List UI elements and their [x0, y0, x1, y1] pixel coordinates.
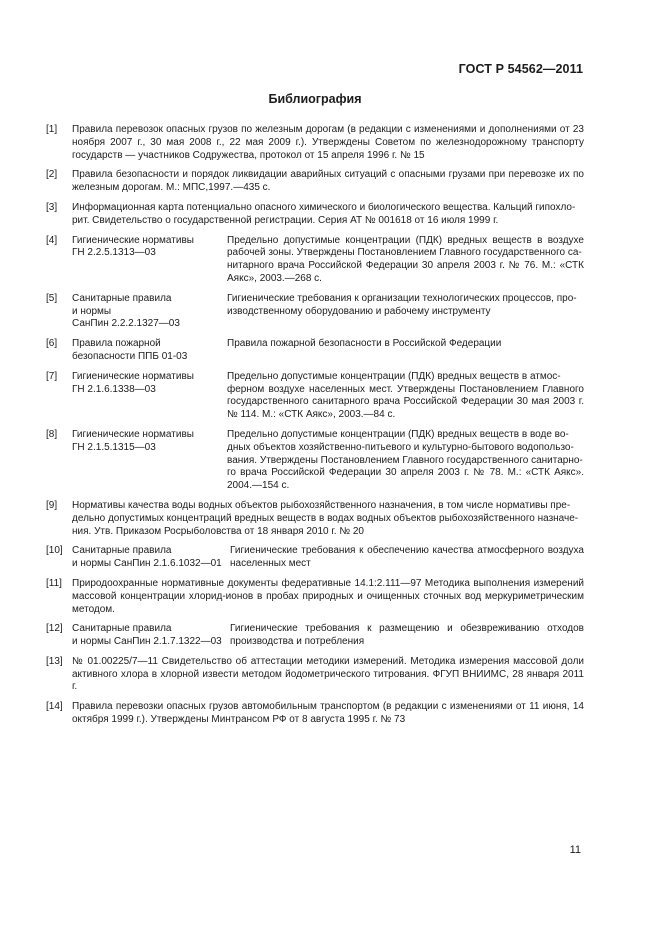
- entry-number: [9]: [46, 499, 58, 511]
- entry-number: [14]: [46, 701, 63, 713]
- bibliography-entry-10: [46, 545, 584, 571]
- entry-number: [11]: [46, 577, 62, 589]
- page-title: Библиография: [268, 92, 362, 106]
- entry-document-id: Гигиенические нормативы ГН 2.1.6.1338—03: [72, 370, 194, 395]
- entry-number: [7]: [46, 370, 58, 382]
- entry-number: [10]: [46, 545, 63, 557]
- bibliography-entry-5: [46, 293, 584, 331]
- bibliography-list: [46, 124, 584, 734]
- entry-number: [13]: [46, 655, 63, 667]
- entry-document-id: Санитарные правила и нормы СанПин 2.2.2.1327—03: [72, 292, 180, 330]
- entry-columns: [72, 371, 584, 422]
- entry-number: [1]: [46, 124, 58, 135]
- entry-number: [2]: [46, 169, 58, 181]
- entry-text: Гигиенические требования к размещению и обезвреживанию отходов производства и потребления: [230, 623, 584, 648]
- entry-text: Нормативы качества воды водных объектов рыбохозяйственного назначения, в том числе нормативы пре- дельно допустимых концентраций вредных веществ в водах водных объектов рыбохозяйственного назначе- ния. Утв. Приказом Росрыболовства от 18 января 2010 г. № 20: [72, 499, 579, 537]
- bibliography-entry-2: [46, 169, 584, 195]
- bibliography-entry-7: [46, 371, 584, 422]
- entry-number: [8]: [46, 428, 58, 440]
- entry-document-id: Гигиенические нормативы ГН 2.1.5.1315—03: [72, 428, 194, 453]
- bibliography-entry-9: [46, 500, 584, 538]
- entry-text: Предельно допустимые концентрации (ПДК) вредных веществ в атмос- ферном воздухе населенных мест. Утверждены Постановлением Главного государственного санитарного врача Российской Федерации 30 мая 2003 г. № 114. М.: «СТК Аякс», 2003.—84 с.: [227, 370, 584, 421]
- entry-text: Гигиенические требования к организации технологических процессов, про- изводственному оборудованию и рабочему инструменту: [227, 292, 577, 317]
- bibliography-entry-4: [46, 235, 584, 286]
- entry-number: [3]: [46, 201, 58, 213]
- bibliography-entry-13: [46, 656, 584, 694]
- entry-columns: [72, 429, 584, 493]
- entry-columns: [72, 623, 584, 649]
- entry-number: [4]: [46, 234, 58, 246]
- bibliography-entry-3: [46, 202, 584, 228]
- bibliography-entry-1: [46, 124, 584, 162]
- entry-document-id: Санитарные правила и нормы СанПин 2.1.7.1322—03: [72, 623, 222, 648]
- entry-columns: [72, 545, 584, 571]
- bibliography-entry-8: [46, 429, 584, 493]
- entry-columns: [72, 338, 584, 364]
- entry-text: Предельно допустимые концентрации (ПДК) вредных веществ в воде во- дных объектов хозяйственно-питьевого и культурно-бытового водопользо- вания. Утверждены Постановлением Главного государственного санитарно- го врача Российской Федерации 30 апреля 2003 г. № 78. М.: «СТК Аякс». 2004.—154 с.: [227, 428, 584, 492]
- entry-columns: [72, 235, 584, 286]
- entry-columns: [72, 293, 584, 331]
- bibliography-entry-6: [46, 338, 584, 364]
- entry-text: Правила перевозки опасных грузов автомобильным транспортом (в редакции с изменениями от 11 июня, 14 октября 1999 г.). Утверждены Минтрансом РФ от 8 августа 1995 г. № 73: [72, 701, 584, 726]
- entry-number: [12]: [46, 623, 63, 635]
- entry-text: № 01.00225/7—11 Свидетельство об аттестации методики измерений. Методика измерения массовой доли активного хлора в хлорной извести методом йодометрического титрования. ФГУП ВНИИМС, 28 января 2011 г.: [72, 655, 584, 693]
- bibliography-entry-11: [46, 578, 584, 616]
- entry-number: [5]: [46, 292, 58, 304]
- entry-text: Предельно допустимые концентрации (ПДК) вредных веществ в воздухе рабочей зоны. Утверждены Постановлением Главного государственного са- нитарного врача Российской Федерации 30 апреля 2003 г. № 76. М.: «СТК Аякс», 2003.—268 с.: [227, 234, 584, 284]
- entry-text: Правила перевозок опасных грузов по железным дорогам (в редакции с изменениями и дополнениями от 23 ноября 2007 г., 30 мая 2008 г., 22 мая 2009 г.). Утверждены Советом по железнодорожному транспорту государств — участников Содружества, протокол от 15 апреля 1996 г. № 15: [72, 124, 584, 161]
- entry-document-id: Санитарные правила и нормы СанПин 2.1.6.1032—01: [72, 545, 222, 570]
- bibliography-entry-12: [46, 623, 584, 649]
- bibliography-entry-14: [46, 701, 584, 727]
- entry-text: Правила пожарной безопасности в Российской Федерации: [227, 338, 502, 350]
- entry-text: Природоохранные нормативные документы федеративные 14.1:2.111—97 Методика выполнения измерений массовой концентрации хлорид-ионов в пробах природных и очищенных сточных вод меркуриметрическим методом.: [72, 577, 584, 615]
- entry-text: Гигиенические требования к обеспечению качества атмосферного воздуха населенных мест: [230, 545, 584, 570]
- page-number: 11: [569, 844, 581, 856]
- standard-code: ГОСТ Р 54562—2011: [458, 62, 583, 76]
- entry-text: Правила безопасности и порядок ликвидации аварийных ситуаций с опасными грузами при перевозке их по железным дорогам. М.: МПС,1997.—435 с.: [72, 169, 584, 194]
- entry-text: Информационная карта потенциально опасного химического и биологического вещества. Кальций гипохло- рит. Свидетельство о государственной регистрации. Серия АТ № 001618 от 16 июля 1999 г.: [72, 201, 576, 226]
- entry-document-id: Правила пожарной безопасности ППБ 01-03: [72, 338, 188, 362]
- entry-document-id: Гигиенические нормативы ГН 2.2.5.1313—03: [72, 234, 194, 259]
- entry-number: [6]: [46, 338, 58, 350]
